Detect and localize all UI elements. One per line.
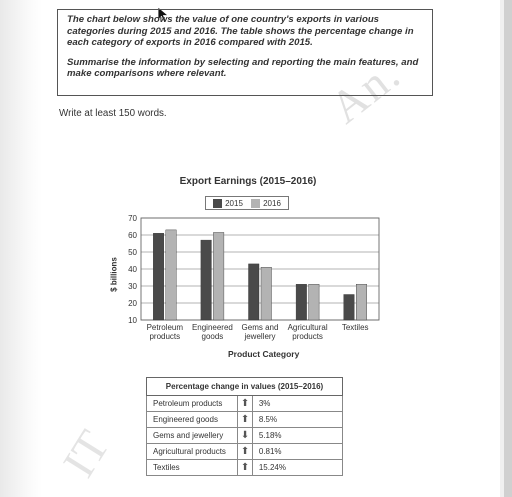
task-paragraph-2: Summarise the information by selecting and reporting the main features, and make comparisons where relevant.: [67, 56, 419, 79]
chart-title: Export Earnings (2015–2016): [179, 176, 317, 187]
y-tick-label: 20: [128, 299, 137, 308]
bar: [201, 240, 212, 320]
x-tick-label: Gems and: [241, 323, 279, 332]
word-count-instruction: Write at least 150 words.: [59, 108, 167, 119]
category-cell: Textiles: [147, 460, 238, 476]
arrow-up-icon: ⬆: [238, 396, 253, 412]
x-tick-label: Agricultural: [287, 323, 328, 332]
y-axis-label: $ billions: [109, 257, 119, 292]
bar: [344, 295, 355, 321]
x-tick-label: goods: [201, 332, 224, 341]
table-row: [147, 396, 343, 412]
arrow-down-icon: ⬇: [238, 428, 253, 444]
value-cell: 3%: [252, 396, 342, 412]
y-tick-label: 50: [128, 248, 137, 257]
table-title: Percentage change in values (2015–2016): [147, 378, 343, 396]
task-paragraph-1: The chart below shows the value of one country's exports in various categories during 2015 and 2016. The table shows the percentage change in each category of exports in 2016 compared with 2015.: [67, 14, 414, 48]
x-tick-label: Petroleum: [146, 323, 184, 332]
arrow-up-icon: ⬆: [238, 412, 253, 428]
watermark-bottom: IT: [52, 421, 120, 486]
table-row: [147, 460, 343, 476]
y-tick-label: 60: [128, 231, 137, 240]
table-row: [147, 428, 343, 444]
value-cell: 15.24%: [252, 460, 342, 476]
y-tick-label: 40: [128, 265, 137, 274]
category-cell: Petroleum products: [147, 396, 238, 412]
y-tick-label: 10: [128, 316, 137, 325]
percentage-change-table: [146, 377, 343, 476]
x-tick-label: jewellery: [244, 332, 276, 341]
x-axis-label: Product Category: [228, 349, 300, 359]
bar: [213, 232, 224, 320]
category-cell: Engineered goods: [147, 412, 238, 428]
category-cell: Agricultural products: [147, 444, 238, 460]
x-tick-label: Engineered: [191, 323, 233, 332]
bar: [296, 284, 307, 320]
arrow-up-icon: ⬆: [238, 444, 253, 460]
table-row: [147, 444, 343, 460]
bar: [249, 264, 260, 320]
bar: [166, 230, 177, 320]
value-cell: 0.81%: [252, 444, 342, 460]
legend-label-2015: 2015: [225, 198, 243, 208]
bar: [309, 284, 320, 320]
bar: [153, 233, 164, 320]
bar: [261, 267, 272, 320]
y-tick-label: 70: [128, 214, 137, 223]
x-tick-label: Textiles: [341, 323, 369, 332]
y-tick-label: 30: [128, 282, 137, 291]
value-cell: 8.5%: [252, 412, 342, 428]
category-cell: Gems and jewellery: [147, 428, 238, 444]
table-row: [147, 412, 343, 428]
watermark-top: An.: [320, 47, 411, 133]
value-cell: 5.18%: [252, 428, 342, 444]
x-tick-label: products: [149, 332, 181, 341]
bar: [356, 284, 367, 320]
legend-label-2016: 2016: [263, 198, 281, 208]
x-tick-label: products: [292, 332, 323, 341]
arrow-up-icon: ⬆: [238, 460, 253, 476]
